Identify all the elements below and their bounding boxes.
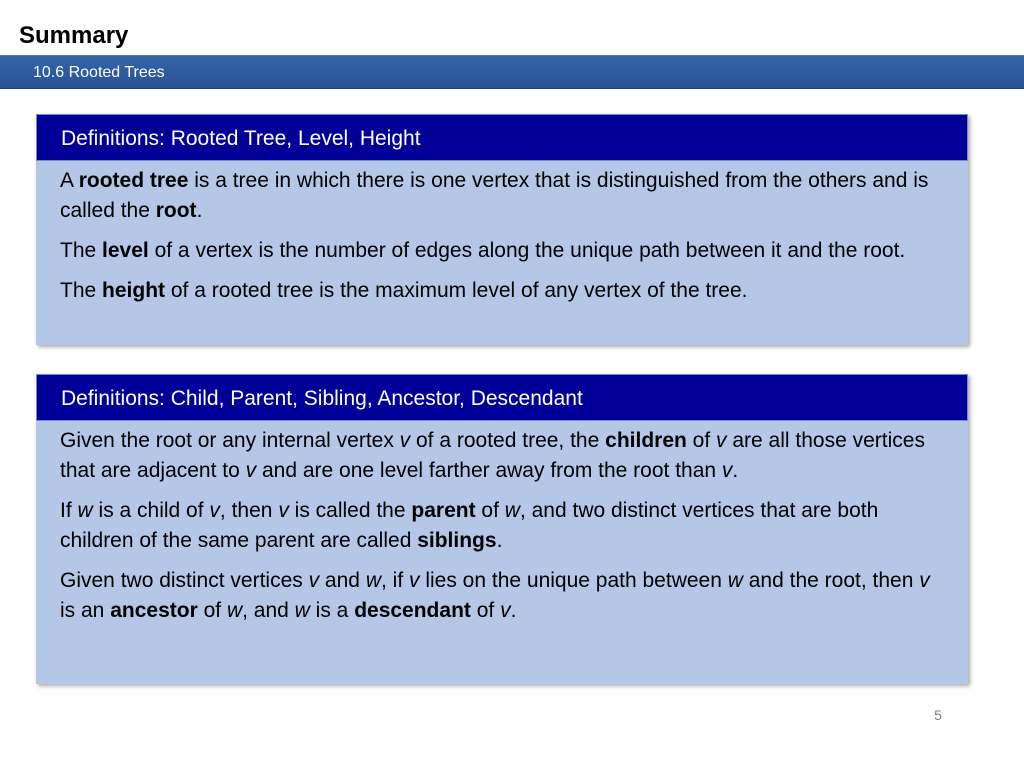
section-subtitle: 10.6 Rooted Trees bbox=[33, 64, 165, 81]
text-run: and bbox=[319, 569, 366, 592]
subtitle-bar bbox=[0, 55, 1024, 89]
text-run: lies on the unique path between bbox=[419, 569, 728, 592]
term-bold: root bbox=[155, 199, 197, 222]
variable-italic: w bbox=[727, 569, 743, 592]
text-run: of bbox=[475, 499, 505, 522]
text-run: is a child of bbox=[92, 499, 210, 522]
text-run: , if bbox=[380, 569, 409, 592]
variable-italic: v bbox=[500, 599, 511, 622]
definition-box-heading: Definitions: Child, Parent, Sibling, Ancestor, Descendant bbox=[36, 374, 968, 421]
text-run: of a rooted tree, the bbox=[410, 429, 606, 452]
variable-italic: v bbox=[399, 429, 411, 452]
text-run: of bbox=[470, 599, 501, 622]
text-run: and are one level farther away from the root than bbox=[256, 459, 722, 482]
page-number: 5 bbox=[934, 707, 942, 723]
variable-italic: v bbox=[308, 569, 320, 592]
text-run: If bbox=[60, 499, 78, 522]
definition-box-body bbox=[36, 421, 968, 626]
slide-title: Summary bbox=[19, 22, 129, 49]
variable-italic: v bbox=[209, 499, 220, 522]
definition-height bbox=[60, 276, 944, 306]
definition-box-body bbox=[36, 161, 968, 306]
text-run: is an bbox=[60, 599, 111, 622]
definition-box-heading: Definitions: Rooted Tree, Level, Height bbox=[36, 114, 968, 161]
text-run: , and bbox=[242, 599, 295, 622]
term-bold: rooted tree bbox=[78, 169, 189, 192]
text-run: of bbox=[686, 429, 717, 452]
term-bold: height bbox=[102, 279, 166, 302]
text-run: A bbox=[60, 169, 79, 192]
definition-ancestor-descendant bbox=[60, 566, 944, 626]
text-run: of a vertex is the number of edges along the unique path between it and the root. bbox=[148, 239, 906, 262]
variable-italic: v bbox=[721, 459, 733, 482]
term-bold: parent bbox=[411, 499, 476, 522]
variable-italic: w bbox=[226, 599, 243, 622]
definition-box-rooted-tree bbox=[36, 114, 968, 345]
text-run: is a bbox=[309, 599, 355, 622]
text-run: . bbox=[510, 599, 517, 622]
text-run: . bbox=[196, 199, 203, 222]
variable-italic: v bbox=[919, 569, 930, 592]
text-run: . bbox=[732, 459, 739, 482]
variable-italic: v bbox=[245, 459, 257, 482]
definition-parent-siblings bbox=[60, 496, 944, 556]
text-run: is a tree in which there is one vertex that is distinguished from the others and is called the bbox=[60, 169, 929, 222]
text-run: of a rooted tree is the maximum level of any vertex of the tree. bbox=[165, 279, 748, 302]
text-run: . bbox=[496, 529, 503, 552]
variable-italic: v bbox=[716, 429, 727, 452]
variable-italic: w bbox=[77, 499, 93, 522]
text-run: and the root, then bbox=[742, 569, 920, 592]
variable-italic: v bbox=[278, 499, 289, 522]
term-bold: siblings bbox=[417, 529, 497, 552]
definition-box-child-parent bbox=[36, 374, 968, 684]
text-run: Given the root or any internal vertex bbox=[60, 429, 400, 452]
text-run: of bbox=[197, 599, 227, 622]
variable-italic: w bbox=[294, 599, 310, 622]
term-bold: level bbox=[102, 239, 149, 262]
variable-italic: v bbox=[409, 569, 420, 592]
text-run: , then bbox=[219, 499, 279, 522]
variable-italic: w bbox=[365, 569, 381, 592]
definition-children bbox=[60, 426, 944, 486]
variable-italic: w bbox=[504, 499, 520, 522]
text-run: is called the bbox=[288, 499, 412, 522]
text-run: Given two distinct vertices bbox=[60, 569, 309, 592]
text-run: , and two distinct vertices that are both children of the same parent are called bbox=[60, 499, 879, 552]
term-bold: children bbox=[605, 429, 687, 452]
text-run: The bbox=[60, 239, 103, 262]
term-bold: ancestor bbox=[110, 599, 198, 622]
term-bold: descendant bbox=[354, 599, 471, 622]
text-run: are all those vertices that are adjacent to bbox=[60, 429, 925, 482]
definition-rooted-tree bbox=[60, 166, 944, 226]
text-run: The bbox=[60, 279, 103, 302]
definition-level bbox=[60, 236, 944, 266]
